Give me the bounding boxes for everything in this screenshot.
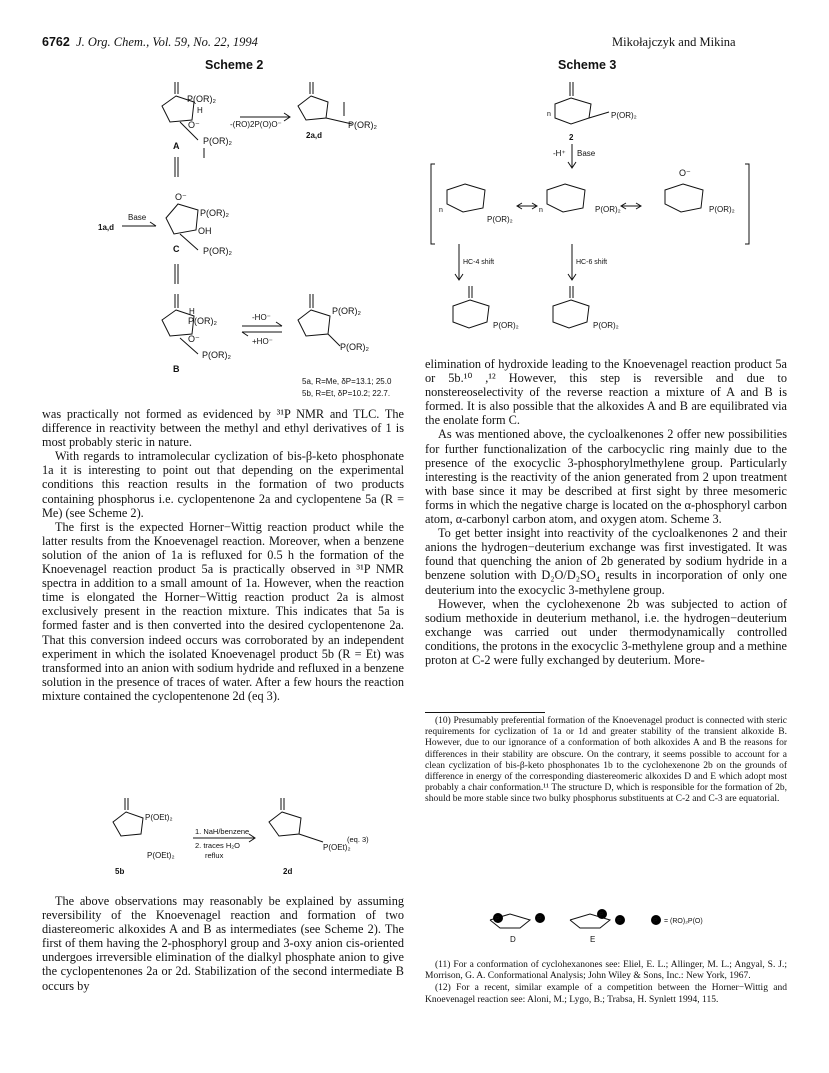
svg-text:A: A bbox=[173, 141, 180, 151]
intermediate-C bbox=[98, 192, 232, 256]
svg-text:D: D bbox=[510, 935, 516, 944]
left-paragraph: The first is the expected Horner−Wittig reaction product while the latter results from the Knoevenagel reaction. Moreover, when a benzene solution of the anion of 1a is refluxed for 0.5 h the formation of the Knoevenagel reaction product 5a is practically observed in ³¹P NMR spectra in addition to a small amount of 1a. However, when the reaction time is elongated the Horner−Wittig reaction product 2a is almost exclusively present in the reaction mixture. This indicates that 5a is formed faster and is then converted into the desired cyclopentenone 2a. That this conversion indeed occurs was corroborated by an independent experiment in which the isolated Knoevenagel product 5b (R = Et) was transformed into an anion with sodium hydride and refluxed in a benzene solution in the presence of traces of water. After a few hours the reaction mixture contained the cyclopentenone 2d (eq 3). bbox=[42, 519, 404, 703]
svg-text:OH: OH bbox=[198, 226, 212, 236]
intermediate-B bbox=[162, 294, 231, 374]
right-paragraph: elimination of hydroxide leading to the Knoevenagel reaction product 5a or 5b.¹⁰ ,¹² However, this step is reversible and due to nonstereoselectivity of the reverse reaction a mixture of A and B is formed. It is also possible that the alkoxides A and B are equilibrated via the enolate form C. bbox=[425, 357, 787, 428]
left-paragraph: was practically not formed as evidenced by ³¹P NMR and TLC. The difference in reactivity between the methyl and ethyl derivatives of 1 is most probably steric in nature. bbox=[42, 407, 404, 450]
intermediate-A bbox=[162, 82, 232, 158]
product-shift-4 bbox=[453, 286, 519, 330]
footnotes-bottom bbox=[425, 960, 787, 1007]
svg-text:Base: Base bbox=[128, 213, 147, 222]
svg-text:P(OR)₂: P(OR)₂ bbox=[203, 136, 232, 146]
left-paragraph: The above observations may reasonably be explained by assuming reversibility of the Knoevenagel reaction and formation of two diastereomeric alkoxides A and B as intermediates (see Scheme 2). The first of them having the 2-phosphoryl group and 3-oxy anion cis-oriented undergoes irreversible elimination of the dialkyl phosphate anion to give the cyclopentenones 2a or 2d. Stabilization of the second intermediate B occurs by bbox=[42, 894, 404, 993]
scheme-3-title: Scheme 3 bbox=[558, 58, 617, 72]
footnotes-top bbox=[425, 716, 787, 807]
svg-text:P: P bbox=[495, 916, 500, 923]
scheme-3-figure bbox=[425, 72, 765, 352]
svg-text:P(OR)₂: P(OR)₂ bbox=[593, 321, 619, 330]
svg-text:P: P bbox=[617, 918, 622, 925]
svg-text:HC-4 shift: HC-4 shift bbox=[463, 259, 495, 266]
svg-text:E: E bbox=[590, 935, 596, 944]
svg-text:5b: 5b bbox=[115, 867, 125, 876]
svg-text:2a,d: 2a,d bbox=[306, 131, 323, 140]
svg-text:P(OR)₂: P(OR)₂ bbox=[611, 111, 637, 120]
note-5a: 5a, R=Me, δP=13.1; 25.0 bbox=[302, 377, 392, 386]
svg-text:2. traces H₂O: 2. traces H₂O bbox=[195, 841, 241, 850]
running-header-authors: Mikołajczyk and Mikina bbox=[612, 35, 736, 49]
svg-text:Base: Base bbox=[577, 149, 596, 158]
product-5 bbox=[298, 294, 369, 352]
page-number: 6762 bbox=[42, 35, 70, 49]
mesomer-1 bbox=[439, 184, 513, 224]
scheme-2-figure bbox=[70, 72, 410, 407]
svg-text:H: H bbox=[189, 307, 195, 316]
svg-text:O⁻: O⁻ bbox=[175, 192, 187, 202]
left-column-bottom bbox=[42, 894, 404, 993]
running-header-left bbox=[42, 35, 258, 50]
svg-text:C: C bbox=[173, 244, 180, 254]
svg-text:P(OR)₂: P(OR)₂ bbox=[203, 246, 232, 256]
svg-text:P(OEt)₂: P(OEt)₂ bbox=[323, 843, 351, 852]
footnote-12: (12) For a recent, similar example of a competition between the Horner−Wittig and Knoevenagel reaction see: Aloni, M.; Lygo, B.; Trabsa, H. Synlett 1994, 115. bbox=[425, 983, 787, 1005]
svg-text:n: n bbox=[439, 207, 443, 214]
scheme-2-title: Scheme 2 bbox=[205, 58, 264, 72]
svg-text:P: P bbox=[599, 912, 604, 919]
journal-citation: J. Org. Chem., Vol. 59, No. 22, 1994 bbox=[76, 35, 258, 49]
svg-text:P(OR)₂: P(OR)₂ bbox=[340, 342, 369, 352]
svg-text:HC-6 shift: HC-6 shift bbox=[576, 259, 608, 266]
left-column bbox=[42, 407, 404, 703]
eq3-reactant-5b bbox=[113, 798, 175, 876]
svg-text:-(RO)2P(O)O⁻: -(RO)2P(O)O⁻ bbox=[230, 120, 282, 129]
svg-text:P(OEt)₂: P(OEt)₂ bbox=[145, 813, 173, 822]
right-paragraph: However, when the cyclohexenone 2b was subjected to action of sodium methoxide in deuterium methanol, i.e. the hydrogen−deuterium exchange was carried out under thermodynamically controlled conditions, the protons in the exocyclic 3-methylene group and a methine proton at C-2 were fully exchanged by deuterium. More- bbox=[425, 596, 787, 667]
svg-text:P(OR)₂: P(OR)₂ bbox=[187, 94, 216, 104]
svg-text:P(OR)₂: P(OR)₂ bbox=[487, 215, 513, 224]
product-2ad bbox=[298, 82, 377, 140]
svg-text:H: H bbox=[197, 106, 203, 115]
svg-text:O⁻: O⁻ bbox=[188, 120, 200, 130]
svg-text:O⁻: O⁻ bbox=[679, 168, 691, 178]
svg-text:P(OR)₂: P(OR)₂ bbox=[348, 120, 377, 130]
product-shift-6 bbox=[553, 286, 619, 330]
footnote-rule bbox=[425, 712, 545, 713]
footnote-11: (11) For a conformation of cyclohexanones see: Eliel, E. L.; Allinger, M. L.; Angyal, S. J.; Morrison, G. A. Conformational Analysis; John Wiley & Sons, Inc.: New York, 1967. bbox=[425, 960, 787, 982]
svg-text:P(OR)₂: P(OR)₂ bbox=[595, 205, 621, 214]
svg-text:P(OR)₂: P(OR)₂ bbox=[709, 205, 735, 214]
conformations-D-E bbox=[480, 906, 760, 946]
svg-text:2: 2 bbox=[569, 133, 574, 142]
note-5b: 5b, R=Et, δP=10.2; 22.7. bbox=[302, 389, 391, 398]
svg-text:P: P bbox=[537, 916, 542, 923]
svg-text:n: n bbox=[539, 207, 543, 214]
svg-text:P(OEt)₂: P(OEt)₂ bbox=[147, 851, 175, 860]
svg-text:P: P bbox=[653, 918, 658, 925]
svg-text:1a,d: 1a,d bbox=[98, 223, 115, 232]
mesomer-2 bbox=[539, 184, 621, 214]
svg-text:P(OR)₂: P(OR)₂ bbox=[332, 306, 361, 316]
svg-text:-H⁺: -H⁺ bbox=[553, 149, 566, 158]
svg-text:1. NaH/benzene: 1. NaH/benzene bbox=[195, 827, 250, 836]
right-paragraph: As was mentioned above, the cycloalkenones 2 offer new possibilities for further functionalization of the carbocyclic ring mainly due to the presence of the exocyclic 3-phosphorylmethylene group. Particularly interesting is the reactivity of the anion generated from 2 upon treatment with base since it may be described at first sight by three mesomeric forms in which the negative charge is located on the α-phosphoryl carbon atom, α-carbonyl carbon atom, and oxygen atom. Scheme 3. bbox=[425, 427, 787, 527]
footnote-10: (10) Presumably preferential formation of the Knoevenagel product is connected with steric requirements for cyclization of 1a or 1d and greater stability of the transient alkoxide B. However, due to our ignorance of a conformation of both alkoxides A and B the reasons for differences in their stability are obscure. On the contrary, it seems possible to account for a clean cyclization of bis-β-keto phosphonates 1b to the cyclohexenone 2b on the grounds of difference in energy of the corresponding diastereomeric alkoxides D and E which adopt most probably a chair conformation.¹¹ The structure D, which is responsible for the formation of 2b, should be more stable since two bulky phosphorus substituents at C-2 and C-3 are equatorial. bbox=[425, 716, 787, 805]
svg-text:(eq. 3): (eq. 3) bbox=[347, 835, 369, 844]
svg-text:P(OR)₂: P(OR)₂ bbox=[493, 321, 519, 330]
svg-text:n: n bbox=[547, 111, 551, 118]
svg-text:-HO⁻: -HO⁻ bbox=[252, 313, 271, 322]
svg-text:= (RO)₂P(O): = (RO)₂P(O) bbox=[664, 918, 703, 925]
eq3-product-2d bbox=[269, 798, 351, 876]
svg-text:B: B bbox=[173, 364, 180, 374]
svg-text:P(OR)₂: P(OR)₂ bbox=[200, 208, 229, 218]
left-paragraph: With regards to intramolecular cyclization of bis-β-keto phosphonate 1a it is interesting to point out that depending on the experimental conditions this reaction results in the formation of two products containing phosphorus i.e. cyclopentenone 2a and cyclopentene 5a (R = Me) (see Scheme 2). bbox=[42, 449, 404, 520]
svg-text:reflux: reflux bbox=[205, 851, 224, 860]
svg-text:2d: 2d bbox=[283, 867, 293, 876]
right-paragraph: To get better insight into reactivity of the cycloalkenones 2 and their anions the hydrogen−deuterium exchange was first investigated. It was found that quenching the anion of 2b generated by sodium hydride in a benzene solution with D₂O/D₂SO₄ results in incorporation of only one deuterium into the exocyclic 3-methylene group. bbox=[425, 526, 787, 597]
svg-text:O⁻: O⁻ bbox=[188, 334, 200, 344]
mesomer-3 bbox=[665, 168, 735, 214]
equation-3 bbox=[95, 790, 395, 882]
svg-text:P(OR)₂: P(OR)₂ bbox=[202, 350, 231, 360]
right-column bbox=[425, 357, 787, 667]
compound-2 bbox=[547, 82, 637, 142]
svg-text:P(OR)₂: P(OR)₂ bbox=[188, 316, 217, 326]
svg-text:+HO⁻: +HO⁻ bbox=[252, 337, 273, 346]
